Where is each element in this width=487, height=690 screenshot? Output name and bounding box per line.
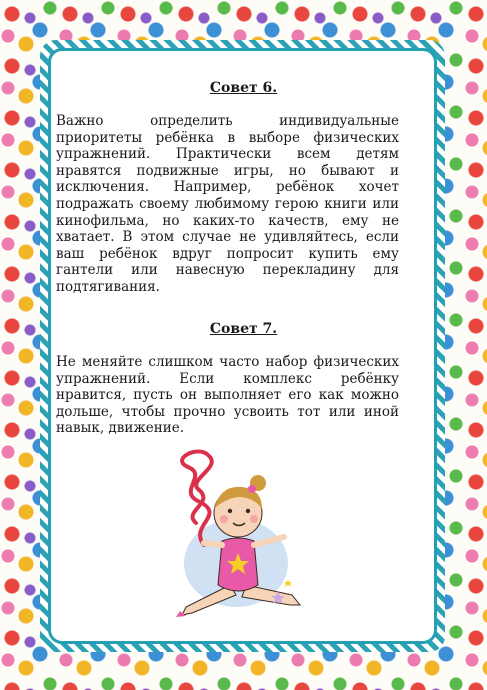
advice-6-title: Совет 6. [209, 80, 278, 96]
advice-7-text: Не меняйте слишком часто набор физических упражнений. Если комплекс ребёнку нравится, пусть он выполняет его как можно дольше, чтобы прочно усвоить тот или иной навык, движение. [56, 354, 399, 437]
advice-7-title: Совет 7. [209, 321, 278, 337]
advice-6-text: Важно определить индивидуальные приоритеты ребёнка в выборе физических упражнений. Практически всем детям нравятся подвижные игры, но бывают и исключения. Например, ребёнок хочет подражать своему любимому герою книги или кинофильма, но каких-то качеств, ему не хватает. В этом случае не удивляйтесь, если ваш ребёнок вдруг попросит купить ему гантели или навесную перекладину для подтягивания. [56, 113, 399, 295]
gymnast-girl-illustration [168, 445, 310, 623]
